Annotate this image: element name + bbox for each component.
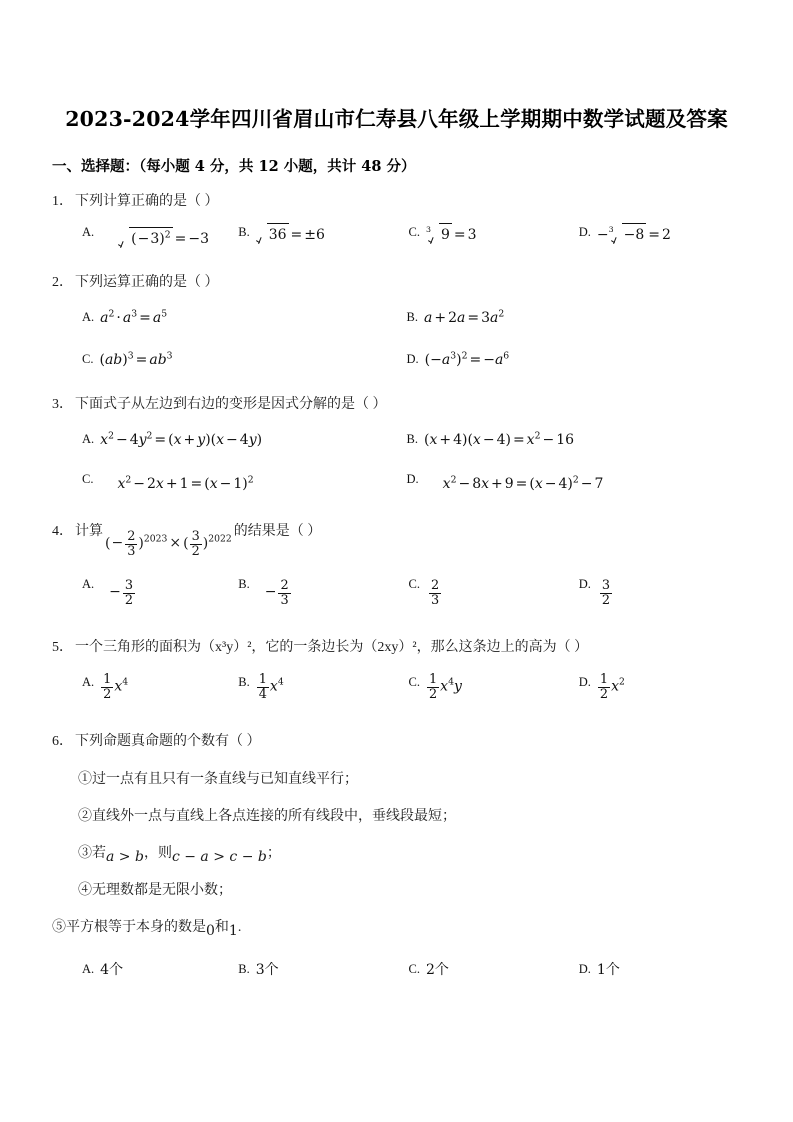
option-3-d-body xyxy=(425,470,741,495)
count-value: 1 xyxy=(596,962,606,979)
option-letter: C. xyxy=(82,352,94,366)
sub-item-5-number-1: 0 xyxy=(206,923,215,940)
count-value: 3 xyxy=(255,962,265,979)
option-2-d[interactable] xyxy=(397,350,742,370)
option-1-c-body: 3 9 = 3 xyxy=(425,225,477,243)
exponent-first: 2023 xyxy=(143,533,168,545)
option-4-d-body: $\frac{3}{2}$ xyxy=(601,578,611,608)
sub-item-1: ①过一点有且只有一条直线与已知直线平行； xyxy=(78,772,358,788)
question-6 xyxy=(52,731,741,981)
sub-item-5-mid: 和 xyxy=(214,920,229,936)
option-6-d[interactable] xyxy=(569,960,741,981)
question-4-text-before: 计算 xyxy=(75,524,103,539)
option-3-a[interactable] xyxy=(52,430,397,450)
option-letter: B. xyxy=(238,675,250,690)
option-letter: D. xyxy=(578,225,591,239)
option-3-b[interactable] xyxy=(397,430,742,450)
option-6-b[interactable] xyxy=(224,960,396,981)
option-4-c[interactable] xyxy=(397,575,569,607)
count-unit: 个 xyxy=(434,962,449,979)
sub-item-5-number-2: 1 xyxy=(228,923,238,940)
sub-item-3-inequality-2: c − a > c − b xyxy=(171,849,267,866)
question-1-number: 1． xyxy=(52,194,73,209)
option-letter: D. xyxy=(578,962,591,977)
option-letter: A. xyxy=(82,225,95,239)
option-6-b-body xyxy=(256,960,397,981)
question-1 xyxy=(52,191,741,250)
option-5-d-body: $\frac{1}{2}$ $x^2$ xyxy=(599,672,625,702)
sub-item-3-inequality-1: a > b xyxy=(106,849,144,866)
sub-item-3-suffix: ； xyxy=(266,846,281,862)
question-6-number: 6． xyxy=(52,734,73,750)
question-3-options-row1 xyxy=(52,430,741,450)
sub-item-2: ②直线外一点与直线上各点连接的所有线段中，垂线段最短； xyxy=(78,809,456,825)
option-5-b[interactable] xyxy=(224,673,396,701)
question-5-stem xyxy=(52,637,741,659)
option-letter: D. xyxy=(578,675,591,690)
math-expression: $x^2 - 2x + 1 = (x - 1)^2$ xyxy=(117,474,254,492)
option-letter: A. xyxy=(82,962,95,977)
question-5-text: 一个三角形的面积为（x³y）²，它的一条边长为（2xy）²，那么这条边上的高为（ ） xyxy=(75,640,589,656)
option-5-b-body: $\frac{1}{4}$ $x^4$ xyxy=(258,672,284,702)
sub-item-3 xyxy=(52,843,741,864)
count-unit: 个 xyxy=(264,962,279,979)
question-3-options-row2 xyxy=(52,470,741,495)
question-3-stem xyxy=(52,394,741,416)
sub-item-4: ④无理数都是无限小数； xyxy=(78,883,232,899)
option-letter: C. xyxy=(408,225,420,239)
count-value: 2 xyxy=(425,962,435,979)
question-5 xyxy=(52,637,741,701)
option-2-d-body: $(-a^3)^2 = -a^6$ xyxy=(424,350,510,368)
question-4-expression: (− $\frac{2}{3}$ )$^{2023}$ × ( $\frac{3}{2}$ )$^{2022}$ xyxy=(105,529,232,559)
question-4 xyxy=(52,521,741,607)
question-2 xyxy=(52,272,741,370)
option-letter: D. xyxy=(406,352,419,366)
question-1-text: 下列计算正确的是（ ） xyxy=(75,194,219,209)
option-2-a-body: $a^2 \cdot a^3 = a^5$ xyxy=(100,308,168,326)
count-unit: 个 xyxy=(109,962,124,979)
option-4-a-body: − $\frac{3}{2}$ xyxy=(109,578,134,608)
option-4-d[interactable] xyxy=(569,575,741,607)
option-3-b-body: $(x + 4)(x - 4) = x^2 - 16$ xyxy=(423,430,575,448)
option-5-c-body: $\frac{1}{2}$ $x^4y$ xyxy=(428,672,462,702)
option-letter: B. xyxy=(238,962,250,977)
option-1-a-body xyxy=(100,223,224,250)
math-expression: $(-3)^2 = -3$ xyxy=(118,231,209,247)
question-3 xyxy=(52,394,741,495)
exponent-second: 2022 xyxy=(208,533,232,545)
option-1-c[interactable] xyxy=(397,223,569,250)
count-value: 4 xyxy=(100,962,110,979)
option-5-d[interactable] xyxy=(569,673,741,701)
question-4-text-after: 的结果是（ ） xyxy=(233,524,322,539)
question-6-sub-items xyxy=(52,769,741,938)
option-letter: B. xyxy=(238,577,250,592)
option-letter: C. xyxy=(408,962,420,977)
option-4-b-body: − $\frac{2}{3}$ xyxy=(264,578,289,608)
question-4-options xyxy=(52,575,741,607)
option-1-d[interactable] xyxy=(569,223,741,250)
question-2-number: 2． xyxy=(52,275,73,290)
option-letter: C. xyxy=(408,577,420,592)
option-3-a-body: $x^2 - 4y^2 = (x + y)(x - 4y)$ xyxy=(100,430,263,448)
sub-item-5 xyxy=(52,917,741,938)
section-heading: 一、选择题：（每小题 4 分，共 12 小题，共计 48 分） xyxy=(52,158,416,175)
question-1-options xyxy=(52,223,741,250)
option-2-c-body: $(ab)^3 = ab^3$ xyxy=(99,350,173,368)
option-letter: C. xyxy=(82,472,94,486)
option-2-c[interactable] xyxy=(52,350,397,370)
option-2-a[interactable] xyxy=(52,308,397,328)
question-2-stem xyxy=(52,272,741,294)
option-letter: B. xyxy=(406,310,418,324)
option-3-c-body xyxy=(99,470,396,495)
sub-item-3-prefix: ③若 xyxy=(78,846,106,862)
question-2-text: 下列运算正确的是（ ） xyxy=(75,275,219,290)
question-6-options xyxy=(52,960,741,981)
option-5-a-body: $\frac{1}{2}$ $x^4$ xyxy=(103,672,129,702)
option-letter: A. xyxy=(82,432,95,446)
question-2-options-row1 xyxy=(52,308,741,328)
option-4-c-body: $\frac{2}{3}$ xyxy=(430,578,440,608)
question-4-stem xyxy=(52,521,741,559)
question-5-options xyxy=(52,673,741,701)
page-title: 2023-2024学年四川省眉山市仁寿县八年级上学期期中数学试题及答案 xyxy=(65,107,728,131)
option-3-d[interactable] xyxy=(397,470,742,495)
option-letter: A. xyxy=(82,577,95,592)
option-1-b-body: 36 = ±6 xyxy=(256,223,397,245)
question-3-number: 3． xyxy=(52,397,73,412)
option-4-a[interactable] xyxy=(52,575,224,607)
option-2-b[interactable] xyxy=(397,308,742,328)
option-letter: D. xyxy=(578,577,591,592)
option-letter: B. xyxy=(406,432,418,446)
option-letter: D. xyxy=(406,472,419,486)
option-3-c[interactable] xyxy=(52,470,397,495)
option-1-a[interactable] xyxy=(52,223,224,250)
sub-item-3-mid: ，则 xyxy=(143,846,172,862)
option-6-d-body xyxy=(597,960,741,981)
sub-item-5-prefix: ⑤平方根等于本身的数是 xyxy=(52,920,206,936)
math-expression: $x^2 - 8x + 9 = (x - 4)^2 - 7$ xyxy=(442,474,604,492)
option-letter: A. xyxy=(82,310,95,324)
question-4-number: 4． xyxy=(52,524,73,539)
option-6-a[interactable] xyxy=(52,960,224,981)
question-6-stem xyxy=(52,731,741,753)
option-letter: C. xyxy=(408,675,420,690)
question-6-text: 下列命题真命题的个数有（ ） xyxy=(75,734,261,750)
option-6-c[interactable] xyxy=(397,960,569,981)
option-2-b-body: $a + 2a = 3a^2$ xyxy=(423,308,505,326)
option-5-a[interactable] xyxy=(52,673,224,701)
question-5-number: 5． xyxy=(52,640,73,656)
option-6-a-body xyxy=(100,960,224,981)
question-1-stem xyxy=(52,191,741,213)
count-unit: 个 xyxy=(605,962,620,979)
question-2-options-row2 xyxy=(52,350,741,370)
option-letter: B. xyxy=(238,225,250,239)
option-1-d-body: − 3 −8 = 2 xyxy=(596,225,671,243)
sub-item-5-suffix: . xyxy=(237,920,242,936)
option-6-c-body xyxy=(426,960,569,981)
option-letter: A. xyxy=(82,675,95,690)
question-3-text: 下面式子从左边到右边的变形是因式分解的是（ ） xyxy=(75,397,387,412)
option-4-b[interactable] xyxy=(224,575,396,607)
option-1-b[interactable] xyxy=(224,223,396,250)
option-5-c[interactable] xyxy=(397,673,569,701)
